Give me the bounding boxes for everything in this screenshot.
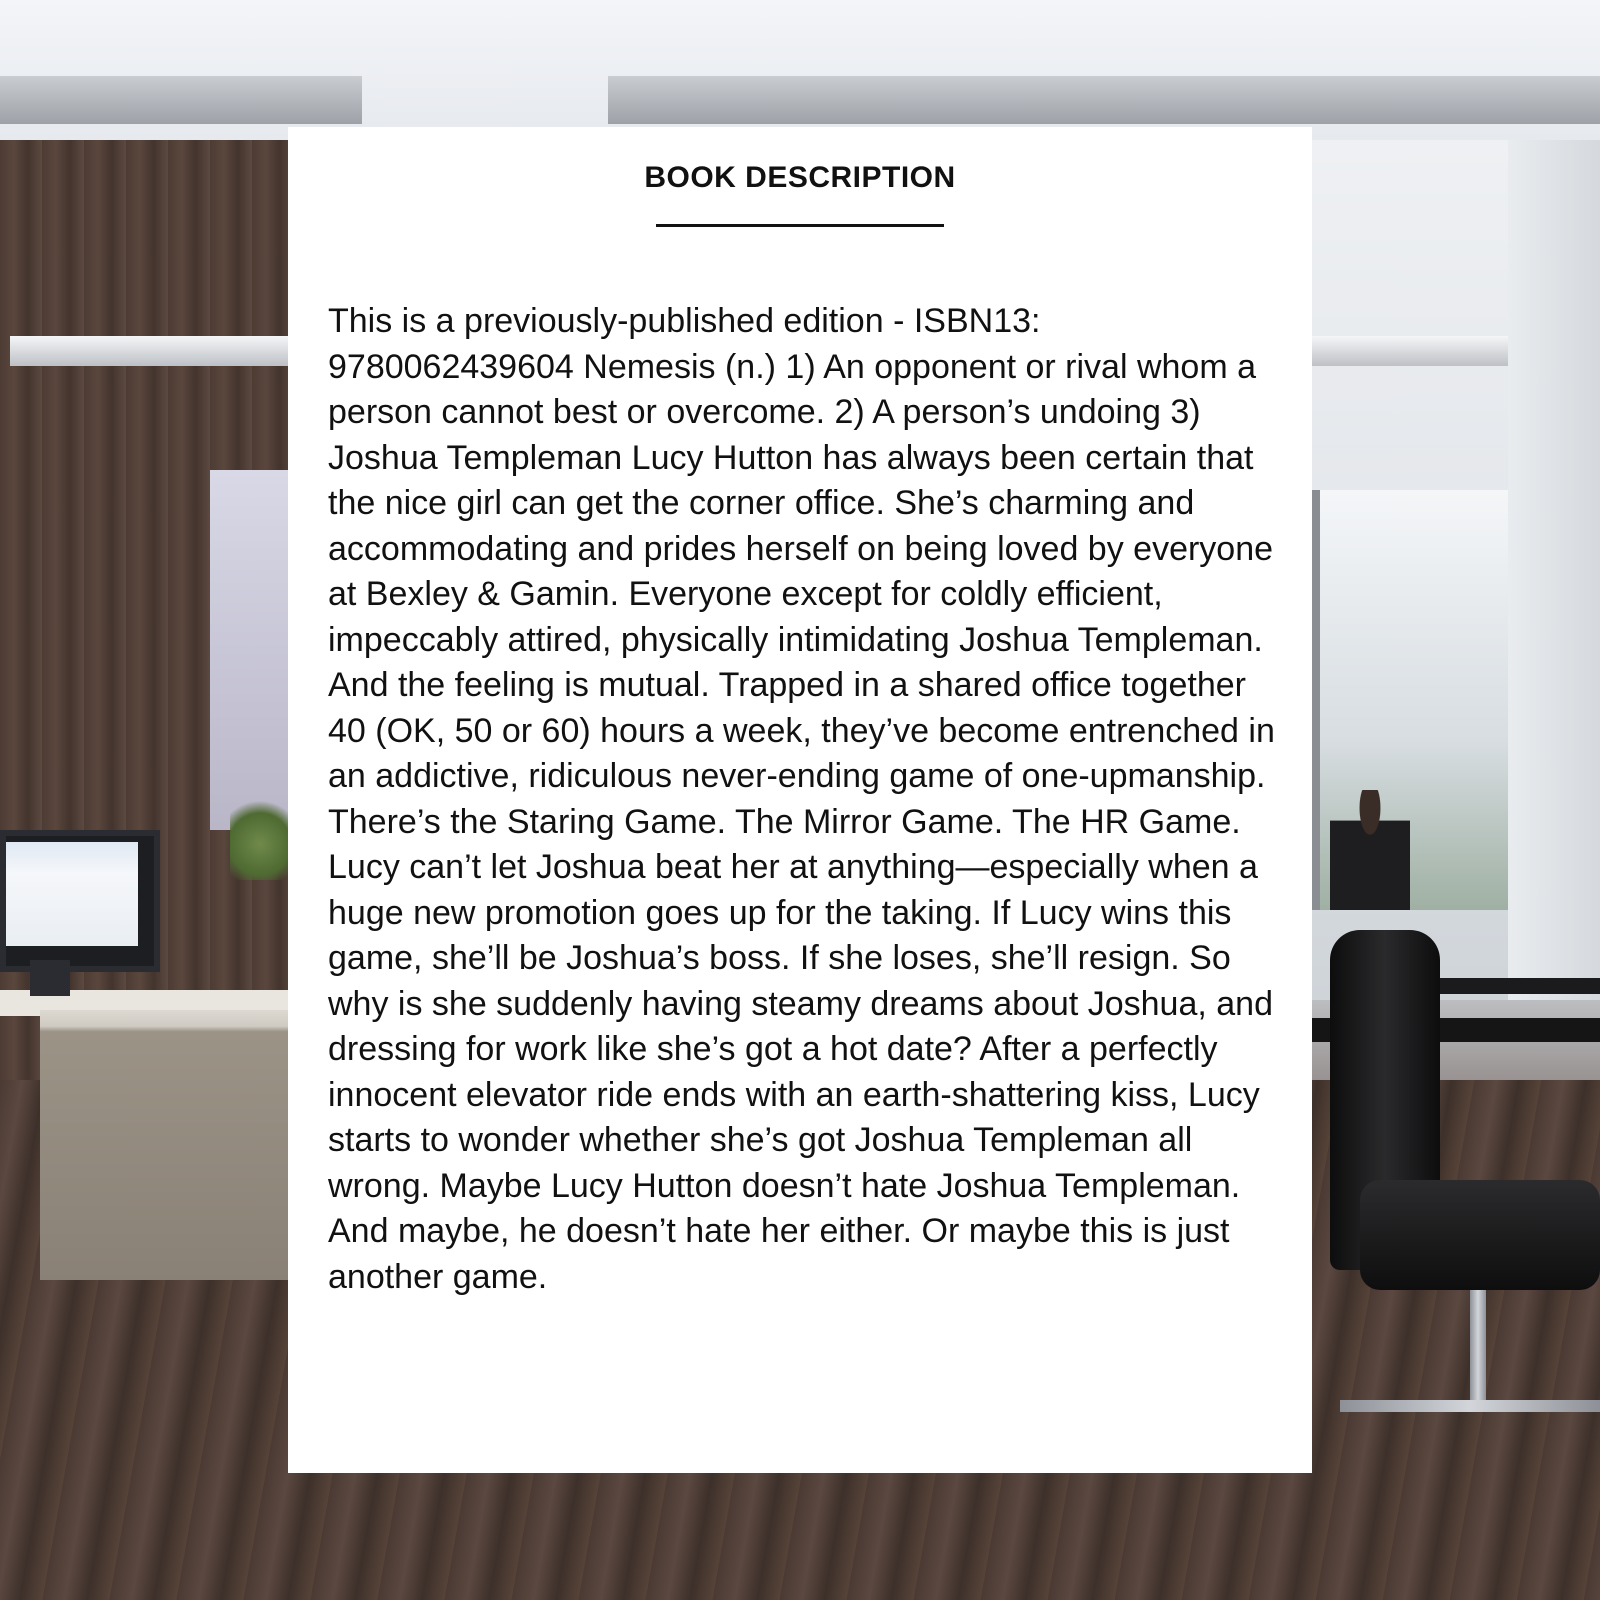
ceiling-beam xyxy=(0,76,362,124)
card-title: BOOK DESCRIPTION xyxy=(644,161,956,194)
card-header xyxy=(288,161,1312,195)
light-fixture xyxy=(1312,336,1508,366)
title-underline xyxy=(656,224,944,227)
monitor-screen xyxy=(6,842,138,946)
seated-person xyxy=(1330,790,1410,910)
book-description-text: This is a previously-published edition - ISBN13: 9780062439604 Nemesis (n.) 1) An opponent or rival whom a person cannot best or overcome. 2) A person’s undoing 3) Joshua Templeman Lucy Hutton has always been certain that the nice girl can get the corner office. She’s charming and accommodating and prides herself on being loved by everyone at Bexley & Gamin. Everyone except for coldly efficient, impeccably attired, physically intimidating Joshua Templeman. And the feeling is mutual. Trapped in a shared office together 40 (OK, 50 or 60) hours a week, they’ve become entrenched in an addictive, ridiculous never-ending game of one-upmanship. There’s the Staring Game. The Mirror Game. The HR Game. Lucy can’t let Joshua beat her at anything—especially when a huge new promotion goes up for the taking. If Lucy wins this game, she’ll be Joshua’s boss. If she loses, she’ll resign. So why is she suddenly having steamy dreams about Joshua, and dressing for work like she’s got a hot date? After a perfectly innocent elevator ride ends with an earth-shattering kiss, Lucy starts to wonder whether she’s got Joshua Templeman all wrong. Maybe Lucy Hutton doesn’t hate Joshua Templeman. And maybe, he doesn’t hate her either. Or maybe this is just another game. xyxy=(328,302,1275,1296)
desk xyxy=(40,1010,290,1280)
office-chair-seat xyxy=(1360,1180,1600,1290)
book-description-card xyxy=(288,127,1312,1473)
monitor-stand xyxy=(30,960,70,996)
pillar xyxy=(1508,140,1600,1000)
light-fixture xyxy=(10,336,290,366)
office-chair-base xyxy=(1470,1290,1486,1410)
plant xyxy=(230,790,290,880)
office-chair-legs xyxy=(1340,1400,1600,1412)
window xyxy=(210,470,290,830)
ceiling-beam xyxy=(608,76,1600,124)
